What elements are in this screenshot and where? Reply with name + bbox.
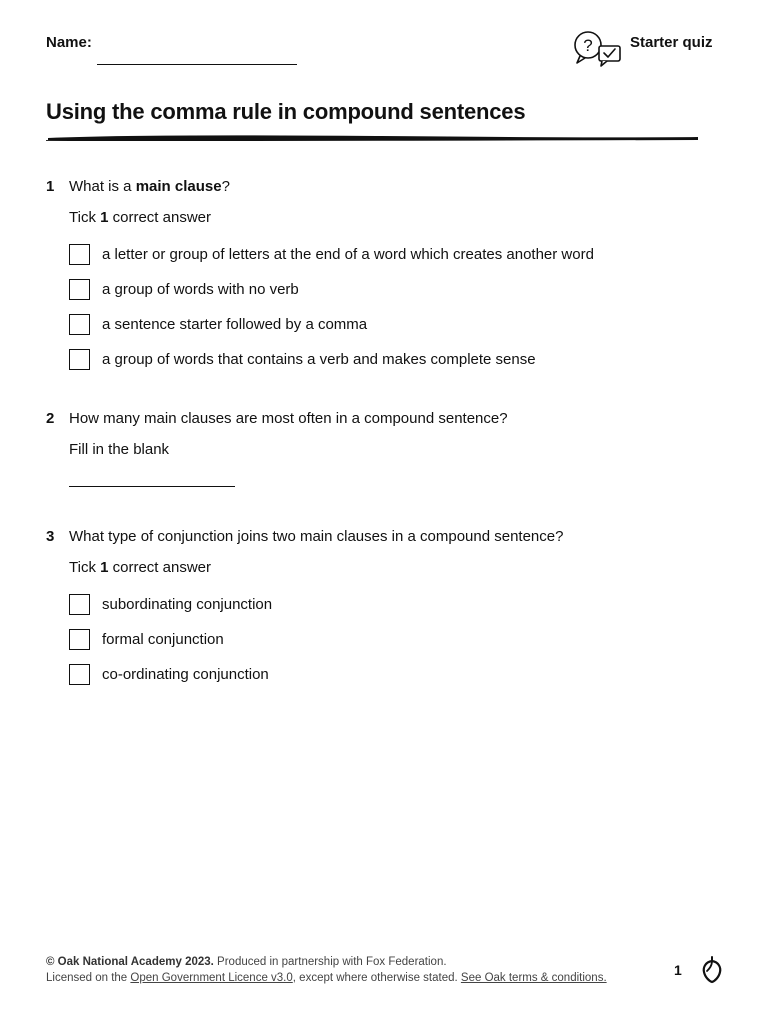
question-number: 2 (46, 410, 55, 427)
page-number: 1 (674, 962, 682, 978)
question-number: 1 (46, 178, 55, 195)
tick-box[interactable] (69, 244, 90, 265)
question-chat-icon (572, 28, 624, 68)
answer-option[interactable] (69, 242, 594, 266)
answer-option[interactable] (69, 312, 367, 336)
answer-option-label: a sentence starter followed by a comma (102, 315, 368, 333)
name-write-line[interactable] (97, 64, 297, 65)
answer-option-label: a letter or group of letters at the end of a word which creates another word (102, 245, 594, 263)
name-label: Name: (46, 34, 92, 51)
answer-option[interactable] (69, 277, 299, 301)
answer-option-label: co-ordinating conjunction (102, 665, 269, 683)
svg-text:?: ? (583, 36, 593, 55)
answer-option[interactable] (69, 592, 272, 616)
tick-box[interactable] (69, 314, 90, 335)
tick-box[interactable] (69, 349, 90, 370)
answer-option-label: a group of words with no verb (102, 280, 299, 298)
answer-option-label: subordinating conjunction (102, 595, 273, 613)
question-number: 3 (46, 528, 55, 545)
answer-option-label: a group of words that contains a verb and makes complete sense (102, 350, 536, 368)
question-instruction: Tick 1 correct answer (69, 559, 211, 576)
tick-box[interactable] (69, 664, 90, 685)
copyright-text: © Oak National Academy 2023. (46, 956, 214, 968)
fill-in-blank-line[interactable] (69, 486, 235, 487)
footer-credits: © Oak National Academy 2023. Produced in partnership with Fox Federation. Licensed on the Open Government Licence v3.0, except where otherwise stated. See Oak terms & conditions. (46, 956, 607, 984)
tick-box[interactable] (69, 279, 90, 300)
terms-link[interactable]: See Oak terms & conditions. (460, 972, 607, 984)
page-title: Using the comma rule in compound sentences (46, 99, 526, 124)
question-instruction: Tick 1 correct answer (69, 209, 211, 226)
title-underline (46, 132, 700, 144)
tick-box[interactable] (69, 594, 90, 615)
tick-box[interactable] (69, 629, 90, 650)
quiz-type-label: Starter quiz (630, 34, 713, 51)
question-instruction: Fill in the blank (69, 441, 170, 458)
question-text: How many main clauses are most often in a compound sentence? (69, 410, 508, 427)
answer-option[interactable] (69, 347, 536, 371)
answer-option[interactable] (69, 627, 224, 651)
licence-link[interactable]: Open Government Licence v3.0 (130, 972, 293, 984)
answer-option[interactable] (69, 662, 269, 686)
oak-acorn-logo-icon (700, 954, 724, 984)
answer-option-label: formal conjunction (102, 630, 224, 648)
question-text: What type of conjunction joins two main clauses in a compound sentence? (69, 528, 564, 545)
question-text: What is a main clause? (69, 178, 230, 195)
